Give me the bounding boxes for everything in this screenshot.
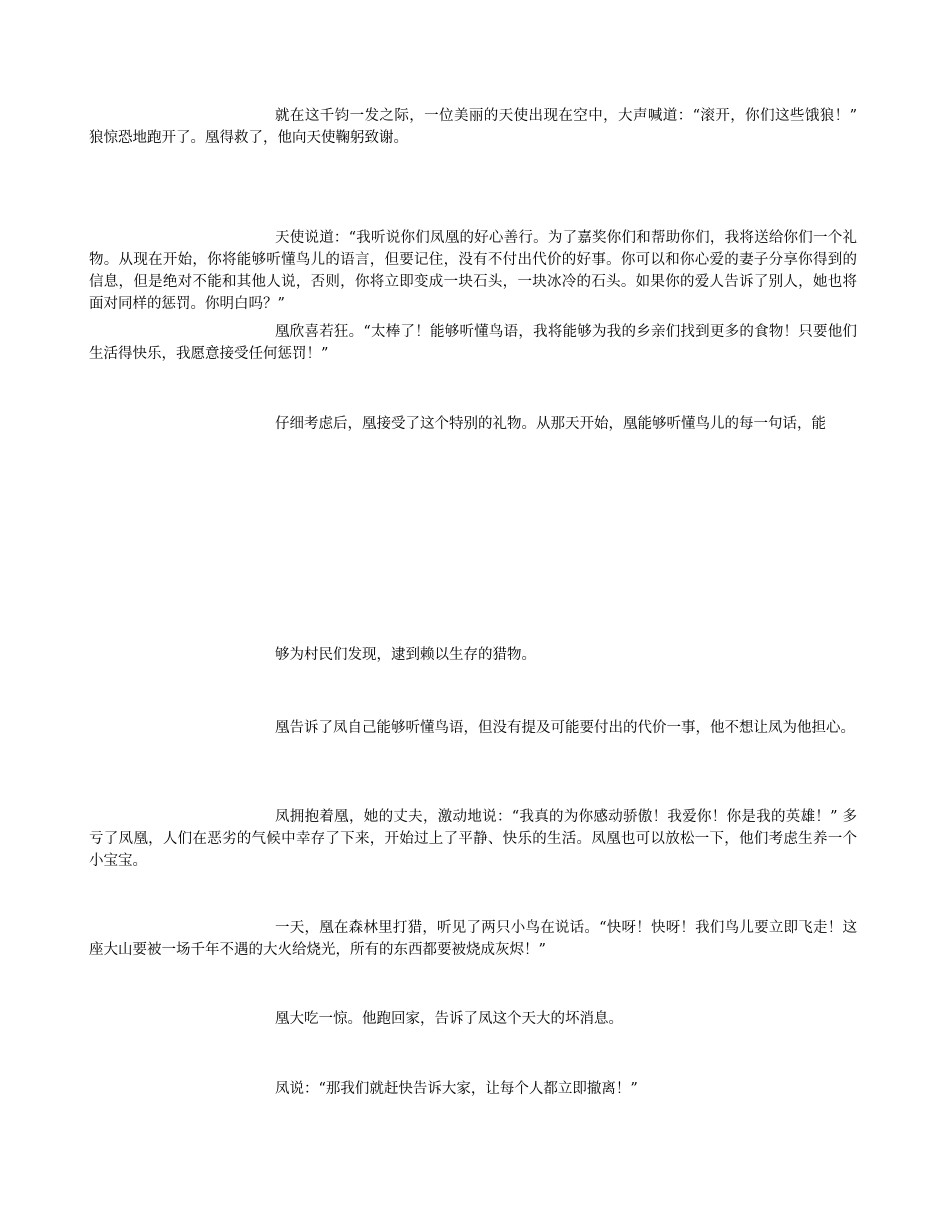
paragraph-angel-speech: 天使说道：“我听说你们凤凰的好心善行。为了嘉奖你们和帮助你们，我将送给你们一个礼物。从现在开始，你将能够听懂鸟儿的语言，但要记住，没有不付出代价的好事。你可以和你心爱的妻子分享你得到的信息，但是绝对不能和其他人说，否则，你将立即变成一块石头，一块冰冷的石头。如果你的爱人告诉了别人，她也将面对同样的惩罚。你明白吗？” xyxy=(89,230,857,312)
paragraph-tells-feng: 凰告诉了凤自己能够听懂鸟语，但没有提及可能要付出的代价一事，他不想让凤为他担心。 xyxy=(275,720,855,736)
paragraph-huang-joy: 凰欣喜若狂。“太棒了！能够听懂鸟语，我将能够为我的乡亲们找到更多的食物！只要他们生活得快乐，我愿意接受任何惩罚！” xyxy=(89,324,857,362)
paragraph-birds-warning: 一天，凰在森林里打猎，听见了两只小鸟在说话。“快呀！快呀！我们鸟儿要立即飞走！这座大山要被一场千年不遇的大火给烧光，所有的东西都要被烧成灰烬！” xyxy=(89,920,857,958)
paragraph-huang-shocked: 凰大吃一惊。他跑回家，告诉了凤这个天大的坏消息。 xyxy=(275,1011,623,1027)
paragraph-angel-appears: 就在这千钧一发之际，一位美丽的天使出现在空中，大声喊道：“滚开，你们这些饿狼！” 狼惊恐地跑开了。凰得救了，他向天使鞠躬致谢。 xyxy=(89,108,857,146)
paragraph-feng-embrace: 凤拥抱着凰，她的丈夫，激动地说：“我真的为你感动骄傲！我爱你！你是我的英雄！” 多亏了凤凰，人们在恶劣的气候中幸存了下来，开始过上了平静、快乐的生活。凤凰也可以放松一下，他们考虑生养一个小宝宝。 xyxy=(89,809,857,869)
paragraph-feng-says: 凤说：“那我们就赶快告诉大家，让每个人都立即撤离！” xyxy=(275,1081,638,1097)
paragraph-find-prey: 够为村民们发现，逮到赖以生存的猎物。 xyxy=(275,647,536,663)
paragraph-gift-accepted: 仔细考虑后，凰接受了这个特别的礼物。从那天开始，凰能够听懂鸟儿的每一句话，能 xyxy=(275,416,826,432)
